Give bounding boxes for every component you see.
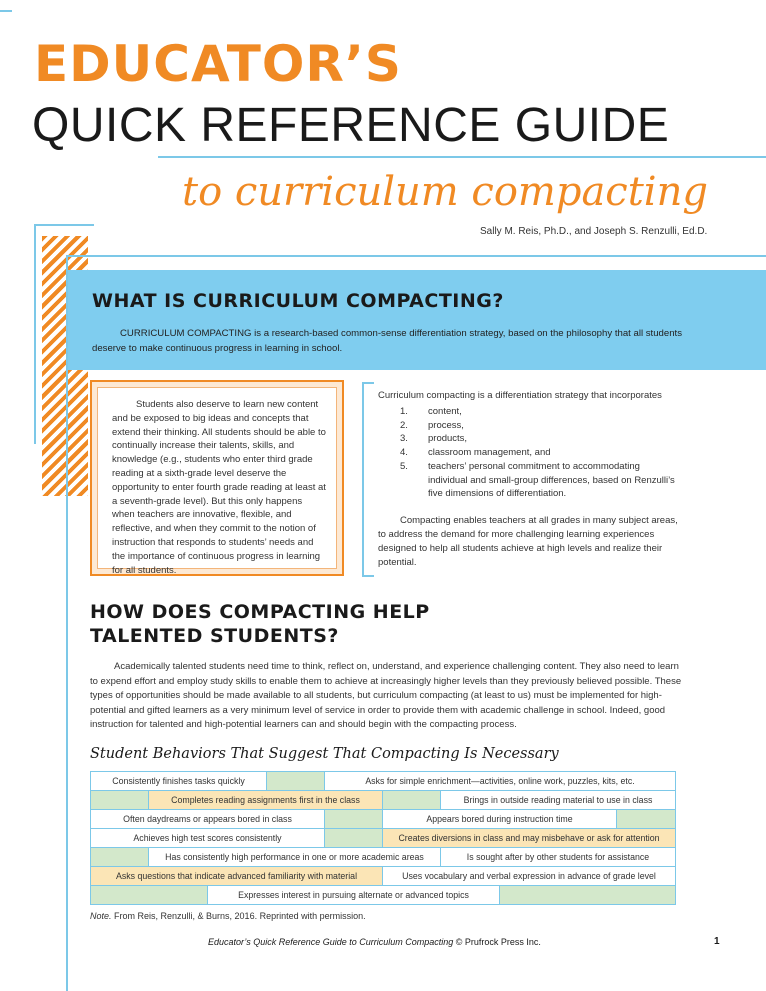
note-label: Note. [90,911,112,921]
table-cell: Uses vocabulary and verbal expression in advance of grade level [383,867,675,885]
section-intro-text: CURRICULUM COMPACTING is a research-based common-sense differentiation strategy, based on the philosophy that all students deserve to make continuous progress in learning in school. [92,328,683,354]
frame-line [66,255,766,257]
footer [208,937,541,947]
note-text: From Reis, Renzulli, & Burns, 2016. Reprinted with permission. [111,911,366,921]
section2-heading-line1: HOW DOES COMPACTING HELP [90,601,430,623]
table-cell: Has consistently high performance in one or more academic areas [149,848,441,866]
behaviors-table [90,771,676,905]
footer-publisher: © Prufrock Press Inc. [453,937,541,947]
compacting-paragraph: Compacting enables teachers at all grades in many subject areas, to address the demand for more challenging learning experiences designed to help all students achieve at high levels and realize their potential. [378,515,678,568]
table-cell: Brings in outside reading material to use in class [441,791,675,809]
table-row [91,810,675,829]
callout-inner [97,387,337,576]
authors: Sally M. Reis, Ph.D., and Joseph S. Renzulli, Ed.D. [480,226,708,237]
table-cell: Completes reading assignments first in the class [149,791,383,809]
title-line-1: EDUCATOR’S [34,35,402,93]
table-row [91,867,675,886]
callout-box [90,380,344,576]
table-cell: Asks for simple enrichment—activities, online work, puzzles, kits, etc. [325,772,675,790]
list-item: 5. teachers’ personal commitment to accommodating individual and small-group differences, based on Renzulli’s five dimensions of differentiation. [400,460,675,500]
table-cell: Asks questions that indicate advanced familiarity with material [91,867,383,885]
table-row [91,848,675,867]
table-cell [91,886,208,904]
table-cell: Expresses interest in pursuing alternate or advanced topics [208,886,500,904]
list-item: 1. content, [400,406,462,417]
title-line-2: QUICK REFERENCE GUIDE [32,99,670,152]
table-cell: Appears bored during instruction time [383,810,617,828]
table-cell [500,886,675,904]
top-left-rule [0,10,12,12]
subtitle: to curriculum compacting [182,169,708,215]
footer-book-title: Educator’s Quick Reference Guide to Curriculum Compacting [208,937,454,947]
table-note [90,911,366,921]
section2-heading [90,600,510,648]
list-item: 4. classroom management, and [400,447,551,459]
frame-line [34,224,94,226]
page-number: 1 [714,936,720,947]
title-rule [158,156,766,158]
table-cell [325,810,383,828]
table-cell: Creates diversions in class and may misbehave or ask for attention [383,829,675,847]
table-cell [617,810,675,828]
dimensions-list [378,405,678,501]
section-heading: WHAT IS CURRICULUM COMPACTING? [92,290,504,312]
list-item: 2. process, [400,419,464,431]
callout-text: Students also deserve to learn new content and be exposed to big ideas and concepts that extend their thinking. All students should be able to continually increase their talents, skills, and knowledge (e.g., students who enter third grade reading at a sixth-grade level deserve the opportunity to enter fourth grade reading at least at a seventh-grade level). But this only happens when teachers are innovative, flexible, and reflective, and when they commit to the notion of instruction that responds to students’ needs and the importance of continuous progress in learning for all students. [112,399,326,576]
table-cell [91,791,149,809]
bracket-line [362,575,374,577]
list-item: 3. products, [400,433,468,445]
frame-line [34,224,36,444]
table-cell [383,791,441,809]
table-cell: Achieves high test scores consistently [91,829,325,847]
table-cell [325,829,383,847]
table-row [91,772,675,791]
table-cell: Is sought after by other students for assistance [441,848,675,866]
table-cell: Often daydreams or appears bored in class [91,810,325,828]
table-title: Student Behaviors That Suggest That Compacting Is Necessary [90,746,559,762]
bracket-line [362,382,364,577]
table-cell: Consistently finishes tasks quickly [91,772,267,790]
table-row [91,886,675,905]
table-cell [267,772,325,790]
table-row [91,791,675,810]
section2-heading-line2: TALENTED STUDENTS? [90,625,339,647]
list-intro: Curriculum compacting is a differentiation strategy that incorporates [378,390,662,401]
table-cell [91,848,149,866]
table-row [91,829,675,848]
section2-text: Academically talented students need time to think, reflect on, understand, and experience challenging content. They also need to learn to expend effort and employ study skills to enable them to achieve at increasingly higher levels than they previously believed possible. These types of opportunities should be made available to all students, but curriculum compacting (at least to us) must be implemented for high-potential and gifted learners as a very minimum level of service in order to provide them with academic challenge in school. Indeed, good instruction for talented and high-potential learners can and should begin with the compacting process. [90,661,682,730]
